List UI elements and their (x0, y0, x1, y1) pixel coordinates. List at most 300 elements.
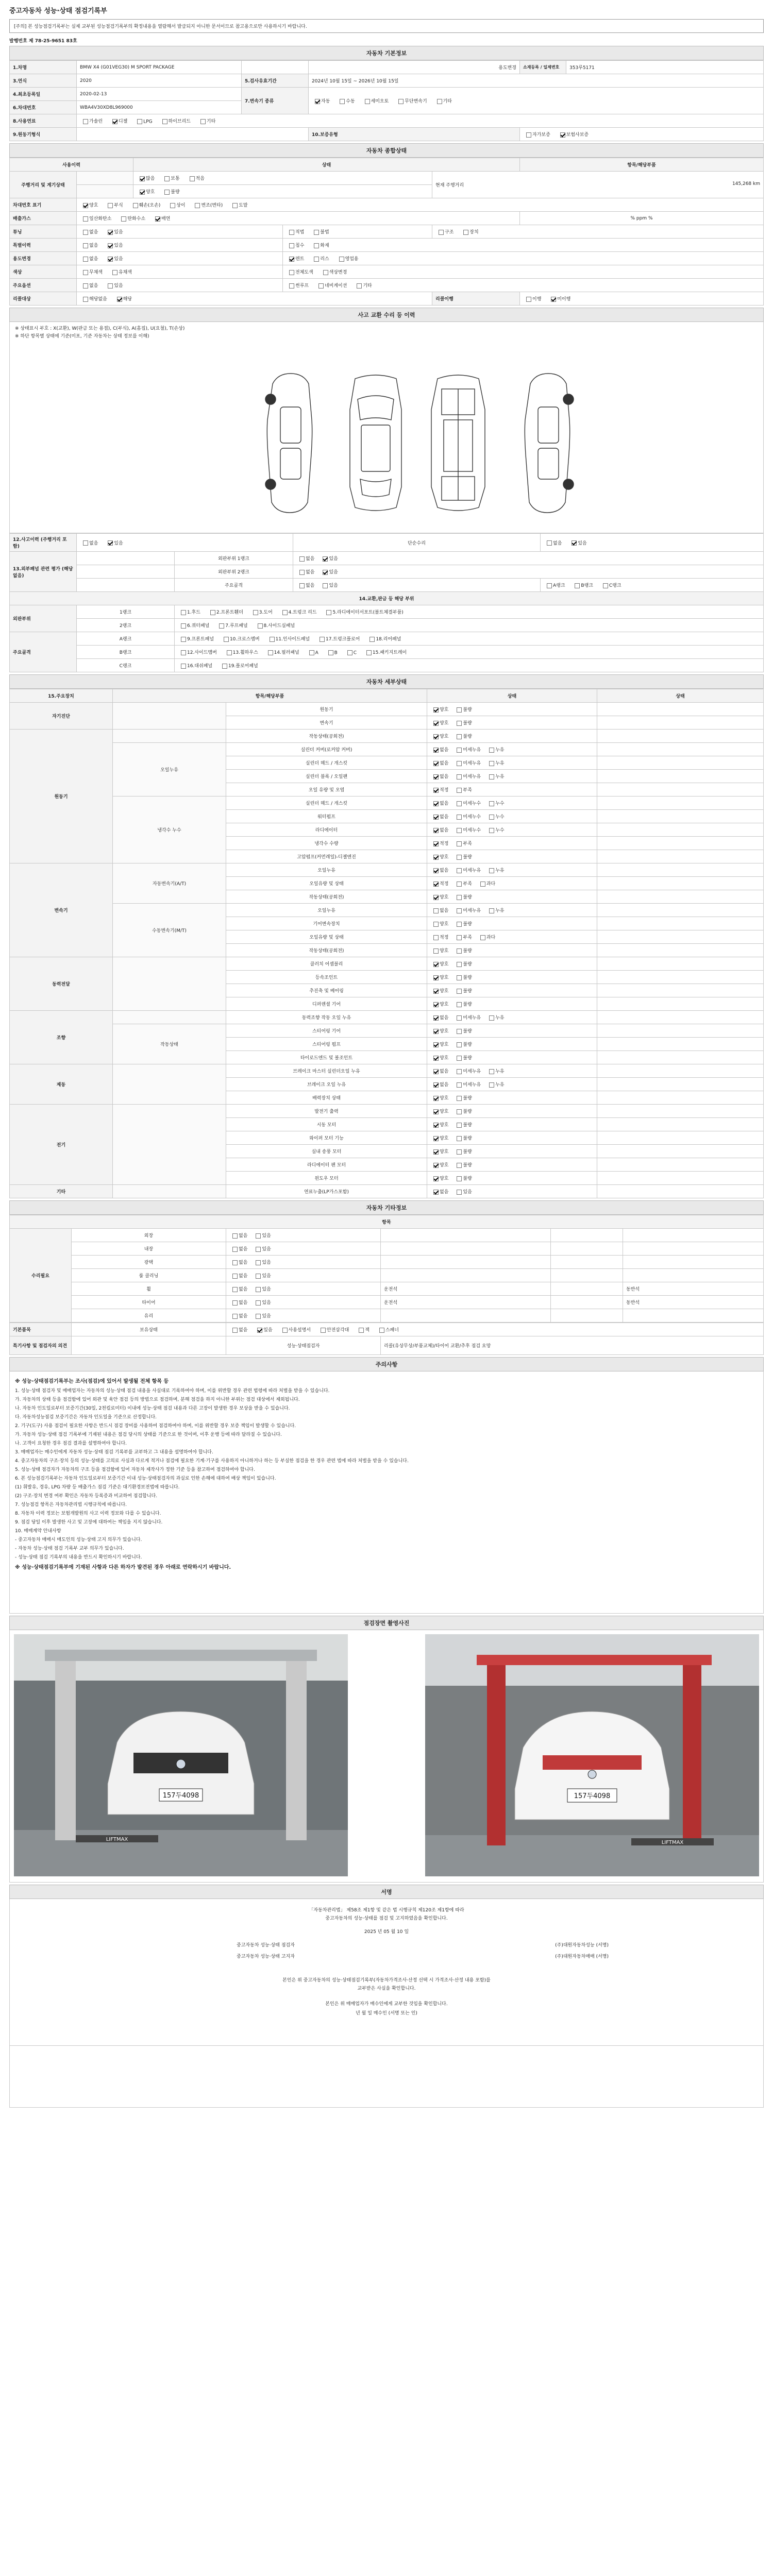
checkbox-icon[interactable] (457, 1096, 462, 1101)
detail-state-options: 양호 불량 (427, 1118, 597, 1131)
checkbox-icon[interactable] (256, 1300, 261, 1306)
table-row (10, 796, 764, 810)
checkbox-icon[interactable] (232, 1328, 238, 1333)
detail-state-options: 양호 불량 (427, 957, 597, 971)
emission-units: % ppm % (520, 212, 764, 225)
detail-subgroup-label (113, 1105, 226, 1185)
detail-group-label: 동력전달 (10, 957, 113, 1011)
checkbox-icon[interactable] (289, 257, 294, 262)
checkbox-icon[interactable] (155, 216, 160, 222)
checkbox-icon[interactable] (547, 540, 552, 546)
checkbox-icon[interactable] (121, 216, 126, 222)
fuel-options (77, 114, 764, 128)
label-reg: 소재등록 / 일제변호 (520, 61, 566, 74)
checkbox-icon[interactable] (83, 203, 88, 208)
detail-state-options: 없음 미세누유 누유 (427, 1064, 597, 1078)
license-plate-text: 157두4098 (574, 1792, 611, 1800)
checkbox-icon[interactable] (437, 99, 442, 104)
detail-state-options: 양호 불량 (427, 1024, 597, 1038)
checkbox-icon[interactable] (433, 1123, 439, 1128)
checkbox-icon[interactable] (181, 664, 186, 669)
detail-item-label: 실린더 헤드 / 개스킷 (226, 796, 427, 810)
checkbox-icon[interactable] (560, 132, 565, 138)
checkbox-icon[interactable] (433, 922, 439, 927)
checkbox-icon[interactable] (323, 270, 328, 275)
checkbox-icon[interactable] (289, 283, 294, 289)
label-year: 3.연식 (10, 74, 77, 88)
table-row (10, 1105, 764, 1118)
checkbox-icon[interactable] (433, 1190, 439, 1195)
detail-item-label: 원동기 (226, 703, 427, 716)
detail-subgroup-label: 작동상태 (113, 1024, 226, 1064)
detail-state-options: 양호 불량 (427, 1051, 597, 1064)
detail-subgroup-label (113, 1064, 226, 1105)
checkbox-icon[interactable] (108, 243, 113, 248)
checkbox-icon[interactable] (339, 257, 344, 262)
checkbox-icon[interactable] (489, 815, 494, 820)
value-car-name: BMW X4 (G01VEG30) M SPORT PACKAGE (77, 61, 242, 74)
checkbox-icon[interactable] (433, 1109, 439, 1114)
section-sign-title: 서명 (9, 1885, 764, 1899)
checkbox-icon[interactable] (108, 203, 113, 208)
checkbox-icon[interactable] (489, 761, 494, 766)
checkbox-icon[interactable] (253, 610, 258, 615)
checkbox-icon[interactable] (457, 707, 462, 713)
detail-subgroup-label (113, 730, 226, 743)
checkbox-icon[interactable] (433, 1136, 439, 1141)
detail-item-label: 라디에이터 (226, 823, 427, 837)
table-row: 광택 없음 있음 (10, 1256, 764, 1269)
checkbox-icon[interactable] (457, 1029, 462, 1034)
detail-state-options: 적정 부족 과다 (427, 877, 597, 890)
checkbox-icon[interactable] (83, 230, 88, 235)
checkbox-icon[interactable] (340, 99, 345, 104)
checkbox-icon[interactable] (289, 230, 294, 235)
checkbox-icon[interactable] (366, 650, 372, 655)
checkbox-icon[interactable] (489, 828, 494, 833)
checkbox-icon[interactable] (457, 908, 462, 913)
checkbox-icon[interactable] (282, 1328, 288, 1333)
checkbox-icon[interactable] (162, 119, 167, 124)
checkbox-icon[interactable] (433, 1029, 439, 1034)
section-status-title: 자동차 종합상태 (9, 143, 764, 158)
note-line: (2) 구조·장치 변경 여부 확인은 자동차 등록증과 비교하여 점검합니다. (15, 1494, 158, 1499)
detail-subgroup-label: 냉각수 누수 (113, 796, 226, 863)
detail-subgroup-label: 수동변속기(M/T) (113, 904, 226, 957)
checkbox-icon[interactable] (603, 583, 608, 588)
detail-item-label: 클러치 어셈블리 (226, 957, 427, 971)
inspection-photo-rear (425, 1634, 759, 1876)
checkbox-icon[interactable] (232, 1287, 238, 1292)
detail-item-label: 윈도우 모터 (226, 1172, 427, 1185)
checkbox-icon[interactable] (232, 1247, 238, 1252)
checkbox-icon[interactable] (480, 882, 485, 887)
checkbox-icon[interactable] (232, 203, 238, 208)
checkbox-icon[interactable] (433, 908, 439, 913)
label-vin: 6.차대번호 (10, 101, 77, 114)
checkbox-icon[interactable] (433, 841, 439, 846)
checkbox-icon[interactable] (457, 734, 462, 739)
checkbox-icon[interactable] (83, 119, 88, 124)
checkbox-icon[interactable] (439, 230, 444, 235)
checkbox-icon[interactable] (256, 1274, 261, 1279)
checkbox-icon[interactable] (323, 570, 328, 575)
option-label: 디젤 (118, 119, 128, 124)
detail-state-options: 없음 미세누유 누유 (427, 1078, 597, 1091)
checkbox-icon[interactable] (457, 1149, 462, 1155)
checkbox-icon[interactable] (489, 868, 494, 873)
checkbox-icon[interactable] (83, 270, 88, 275)
checkbox-icon[interactable] (457, 774, 462, 779)
note-line: 나. 자동차 인도일로부터 보증기간(30일, 2천킬로미터) 이내에 성능·상태 점검 내용과 다른 고장이 발생한 경우 보상을 받을 수 있습니다. (15, 1406, 290, 1411)
checkbox-icon[interactable] (164, 190, 170, 195)
detail-state-options: 양호 불량 (427, 716, 597, 730)
checkbox-icon[interactable] (181, 637, 186, 642)
checkbox-icon[interactable] (457, 1190, 462, 1195)
label-use-change: 용도변경 (10, 252, 77, 265)
checkbox-icon[interactable] (365, 99, 370, 104)
checkbox-icon[interactable] (195, 203, 200, 208)
checkbox-icon[interactable] (268, 650, 273, 655)
checkbox-icon[interactable] (489, 1082, 494, 1088)
checkbox-icon[interactable] (315, 99, 320, 104)
detail-item-label: 브레이크 오일 누유 (226, 1078, 427, 1091)
checkbox-icon[interactable] (232, 1314, 238, 1319)
note-line: 4. 중고자동차의 구조·장치 등의 성능·상태를 고의로 사실과 다르게 적거나 점검에 필요한 기계·기구를 사용하지 아니하거나 하는 등 부실한 점검을 한 경우 관련 법에 따라 처벌을 받을 수 있습니다. (15, 1459, 409, 1464)
parts-title: 14.교환,판금 등 해당 부위 (10, 592, 764, 605)
section-basic-title: 자동차 기본정보 (9, 46, 764, 60)
checkbox-icon[interactable] (83, 540, 88, 546)
emission-options: 일산화탄소 탄화수소 매연 (77, 212, 520, 225)
inspection-photos (9, 1630, 764, 1883)
checkbox-icon[interactable] (433, 855, 439, 860)
checkbox-icon[interactable] (433, 707, 439, 713)
value-reg-no: 353루5171 (566, 61, 764, 74)
detail-state-options: 양호 불량 (427, 850, 597, 863)
checkbox-icon[interactable] (489, 1015, 494, 1021)
checkbox-icon[interactable] (320, 637, 325, 642)
checkbox-icon[interactable] (457, 828, 462, 833)
label-options: 주요옵션 (10, 279, 77, 292)
checkbox-icon[interactable] (200, 119, 206, 124)
note-line: 5. 성능·상태 점검자가 자동차의 구조 등을 점검함에 있어 자동차 제작사가 정한 기준 등을 참고하여 점검하여야 합니다. (15, 1467, 255, 1472)
note-line: - 중고자동차 매매시 매도인의 성능·상태 고지 의무가 있습니다. (15, 1537, 142, 1543)
checkbox-icon[interactable] (457, 761, 462, 766)
checkbox-icon[interactable] (108, 257, 113, 262)
status-head-state: 상태 (133, 158, 520, 172)
checkbox-icon[interactable] (433, 1149, 439, 1155)
checkbox-icon[interactable] (526, 132, 531, 138)
checkbox-icon[interactable] (457, 1176, 462, 1181)
checkbox-icon[interactable] (433, 721, 439, 726)
checkbox-icon[interactable] (433, 828, 439, 833)
checkbox-icon[interactable] (232, 1274, 238, 1279)
checkbox-icon[interactable] (457, 922, 462, 927)
detail-item-label: 오일유량 및 상태 (226, 930, 427, 944)
option-label: LPG (143, 119, 153, 124)
gauge-state-options: 양호 불량 (133, 185, 432, 198)
detail-item-label: 동력조향 작동 오일 누유 (226, 1011, 427, 1024)
checkbox-icon[interactable] (489, 908, 494, 913)
detail-item-label: 실린더 헤드 / 개스킷 (226, 756, 427, 770)
checkbox-icon[interactable] (282, 610, 288, 615)
detail-item-label: 워터펌프 (226, 810, 427, 823)
checkbox-icon[interactable] (140, 190, 145, 195)
checkbox-icon[interactable] (575, 583, 580, 588)
table-row (10, 1024, 764, 1038)
checkbox-icon[interactable] (219, 623, 224, 629)
status-head-parts: 항목/해당부품 (520, 158, 764, 172)
label-tuning: 튜닝 (10, 225, 77, 239)
checkbox-icon[interactable] (133, 203, 138, 208)
checkbox-icon[interactable] (457, 935, 462, 940)
checkbox-icon[interactable] (433, 1176, 439, 1181)
checkbox-icon[interactable] (457, 721, 462, 726)
checkbox-icon[interactable] (457, 815, 462, 820)
detail-group-label: 전기 (10, 1105, 113, 1185)
detail-table: 15.주요장치 항목/해당부품 상태 상태 자기진단 원동기 양호 불량 변속기 양호 불량 원동기 작동상태(공회전) 양호 불량 오일누유 실린더 커버(로커암 커버) 없음 미세누유 누유 실린더 헤드 / 개스킷 없음 미세누유 누유 실린더 블록 / 오일팬 없음 미세누유 누유 오일 유량 및 오염 적정 부족 냉각수 누수 실린더 헤드 / 개스킷 없음 미세누수 누수 워터펌프 없음 미세누수 누수 라디에이터 없음 미세누수 누수 냉각수 수량 적정 부족 고압펌프(커먼레일)-디젤엔진 양호 불량 변속기 자동변속기(A/T) 오일누유 없음 미세누유 누유 오일유량 및 상태 적정 부족 과다 작동상태(공회전) 양호 불량 수동변속기(M/T) 오일누유 없음 미세누유 누유 기어변속장치 양호 불량 오일유량 및 상태 적정 부족 과다 작동상태(공회전) 양호 불량 동력전달 클러치 어셈블리 양호 불량 등속조인트 양호 불량 추진축 및 베어링 양호 불량 디퍼렌셜 기어 양호 불량 조향 동력조향 작동 오일 누유 없음 미세누유 누유 작동상태 스티어링 기어 양호 불량 스티어링 펌프 양호 불량 타이로드엔드 및 볼조인트 양호 불량 제동 브레이크 마스터 실린더오일 누유 없음 미세누유 누유 브레이크 오일 누유 없음 미세누유 누유 배력장치 상태 양호 불량 전기 발전기 출력 양호 불량 시동 모터 양호 불량 와이퍼 모터 기능 양호 불량 실내 송풍 모터 양호 불량 라디에이터 팬 모터 양호 불량 윈도우 모터 양호 불량 기타 연료누출(LP가스포함) 없음 있음 (9, 689, 764, 1198)
checkbox-icon[interactable] (314, 230, 319, 235)
checkbox-icon[interactable] (256, 1247, 261, 1252)
checkbox-icon[interactable] (232, 1233, 238, 1239)
checkbox-icon[interactable] (433, 935, 439, 940)
checkbox-icon[interactable] (181, 610, 186, 615)
checkbox-icon[interactable] (433, 774, 439, 779)
checkbox-icon[interactable] (433, 1042, 439, 1047)
checkbox-icon[interactable] (318, 283, 324, 289)
label-panel-eval: 13.외부패널 관련 평가 (해당없음) (10, 552, 77, 592)
label-transmission: 7.변속기 종류 (242, 88, 309, 114)
checkbox-icon[interactable] (270, 637, 275, 642)
checkbox-icon[interactable] (457, 962, 462, 967)
checkbox-icon[interactable] (457, 1069, 462, 1074)
checkbox-icon[interactable] (83, 297, 88, 302)
detail-state-options: 적정 부족 (427, 837, 597, 850)
checkbox-icon[interactable] (457, 788, 462, 793)
detail-item-label: 브레이크 마스터 실린더오일 누유 (226, 1064, 427, 1078)
note-line: 2. 기구(도구) 사용 점검이 필요한 사항은 반드시 점검 장비를 사용하여 점검하여야 하며, 이를 위반할 경우 보증 책임이 발생할 수 있습니다. (15, 1423, 296, 1429)
checkbox-icon[interactable] (257, 1328, 262, 1333)
car-diagram-icon (252, 368, 582, 518)
checkbox-icon[interactable] (457, 1056, 462, 1061)
checkbox-icon[interactable] (433, 815, 439, 820)
detail-subgroup-label (113, 1185, 226, 1198)
detail-state-options: 없음 미세누유 누유 (427, 904, 597, 917)
detail-group-label: 원동기 (10, 730, 113, 863)
checkbox-icon[interactable] (256, 1314, 261, 1319)
checkbox-icon[interactable] (433, 975, 439, 980)
checkbox-icon[interactable] (299, 583, 305, 588)
checkbox-icon[interactable] (83, 216, 88, 222)
checkbox-icon[interactable] (433, 1015, 439, 1021)
label-car-name: 1.차명 (10, 61, 77, 74)
checkbox-icon[interactable] (326, 610, 331, 615)
checkbox-icon[interactable] (433, 1163, 439, 1168)
checkbox-icon[interactable] (457, 868, 462, 873)
checkbox-icon[interactable] (369, 637, 375, 642)
checkbox-icon[interactable] (140, 176, 145, 181)
checkbox-icon[interactable] (258, 623, 263, 629)
checkbox-icon[interactable] (457, 1163, 462, 1168)
checkbox-icon[interactable] (457, 855, 462, 860)
checkbox-icon[interactable] (547, 583, 552, 588)
note-line: 가. 자동차 성능·상태 점검 기록부에 기재된 내용은 점검 당시의 상태를 기준으로 한 것이며, 이후 운행 등에 따라 달라질 수 있습니다. (15, 1432, 282, 1437)
checkbox-icon[interactable] (323, 556, 328, 562)
detail-item-label: 디퍼렌셜 기어 (226, 997, 427, 1011)
checkbox-icon[interactable] (108, 283, 113, 289)
checkbox-icon[interactable] (433, 748, 439, 753)
note-line: 1. 성능·상태 점검자 및 매매업자는 자동차의 성능·상태 점검 내용을 사실대로 기록하여야 하며, 이를 위반할 경우 관련 법령에 따라 처벌을 받을 수 있습니다. (15, 1388, 330, 1394)
checkbox-icon[interactable] (433, 1082, 439, 1088)
checkbox-icon[interactable] (433, 734, 439, 739)
checkbox-icon[interactable] (314, 243, 319, 248)
checkbox-icon[interactable] (433, 948, 439, 954)
basic-info-table (9, 60, 764, 141)
checkbox-icon[interactable] (433, 1096, 439, 1101)
checkbox-icon[interactable] (433, 1002, 439, 1007)
checkbox-icon[interactable] (457, 1109, 462, 1114)
note-line: 3. 매매업자는 매수인에게 자동차 성능·상태 점검 기록부를 교부하고 그 내용을 설명하여야 합니다. (15, 1450, 213, 1455)
checkbox-icon[interactable] (222, 664, 227, 669)
detail-item-label: 추진축 및 베어링 (226, 984, 427, 997)
checkbox-icon[interactable] (256, 1260, 261, 1265)
checkbox-icon[interactable] (457, 1015, 462, 1021)
checkbox-icon[interactable] (526, 297, 531, 302)
section-detail-title: 자동차 세부상태 (9, 674, 764, 689)
checkbox-icon[interactable] (83, 243, 88, 248)
checkbox-icon[interactable] (232, 1260, 238, 1265)
table-row (10, 743, 764, 756)
label-simple-repair: 단순수리 (293, 534, 541, 552)
detail-state-options: 없음 미세누유 누유 (427, 1011, 597, 1024)
checkbox-icon[interactable] (309, 650, 314, 655)
label-first-reg: 4.최초등록일 (10, 88, 77, 101)
detail-state-options: 양호 불량 (427, 1158, 597, 1172)
checkbox-icon[interactable] (137, 119, 142, 124)
detail-state-options: 없음 미세누유 누유 (427, 770, 597, 783)
checkbox-icon[interactable] (347, 650, 352, 655)
checkbox-icon[interactable] (433, 801, 439, 806)
detail-state-options: 양호 불량 (427, 890, 597, 904)
detail-item-label: 실린더 블록 / 오일팬 (226, 770, 427, 783)
checkbox-icon[interactable] (117, 297, 122, 302)
checkbox-icon[interactable] (433, 895, 439, 900)
detail-group-label: 조향 (10, 1011, 113, 1064)
checkbox-icon[interactable] (433, 788, 439, 793)
checkbox-icon[interactable] (328, 650, 333, 655)
option-label: 자가보증 (532, 132, 550, 138)
label-color: 색상 (10, 265, 77, 279)
detail-subgroup-label: 오일누유 (113, 743, 226, 796)
checkbox-icon[interactable] (164, 176, 170, 181)
detail-state-options: 양호 불량 (427, 703, 597, 716)
checkbox-icon[interactable] (170, 203, 175, 208)
checkbox-icon[interactable] (289, 243, 294, 248)
detail-item-label: 스티어링 펌프 (226, 1038, 427, 1051)
checkbox-icon[interactable] (108, 540, 113, 546)
checkbox-icon[interactable] (457, 1082, 462, 1088)
checkbox-icon[interactable] (457, 1123, 462, 1128)
checkbox-icon[interactable] (457, 1002, 462, 1007)
checkbox-icon[interactable] (457, 948, 462, 954)
checkbox-icon[interactable] (83, 257, 88, 262)
checkbox-icon[interactable] (572, 540, 577, 546)
checkbox-icon[interactable] (256, 1287, 261, 1292)
checkbox-icon[interactable] (457, 748, 462, 753)
detail-group-label: 기타 (10, 1185, 113, 1198)
checkbox-icon[interactable] (232, 1300, 238, 1306)
checkbox-icon[interactable] (551, 297, 556, 302)
checkbox-icon[interactable] (379, 1328, 384, 1333)
checkbox-icon[interactable] (457, 989, 462, 994)
checkbox-icon[interactable] (480, 935, 485, 940)
checkbox-icon[interactable] (457, 1136, 462, 1141)
checkbox-icon[interactable] (181, 623, 186, 629)
checkbox-icon[interactable] (489, 774, 494, 779)
checkbox-icon[interactable] (227, 650, 232, 655)
checkbox-icon[interactable] (433, 962, 439, 967)
checkbox-icon[interactable] (359, 1328, 364, 1333)
checkbox-icon[interactable] (457, 882, 462, 887)
checkbox-icon[interactable] (489, 1069, 494, 1074)
checkbox-icon[interactable] (299, 570, 305, 575)
section-other-title: 자동차 기타정보 (9, 1200, 764, 1215)
checkbox-icon[interactable] (190, 176, 195, 181)
checkbox-icon[interactable] (457, 975, 462, 980)
checkbox-icon[interactable] (463, 230, 468, 235)
checkbox-icon[interactable] (433, 882, 439, 887)
detail-item-label: 작동상태(공회전) (226, 944, 427, 957)
checkbox-icon[interactable] (108, 230, 113, 235)
checkbox-icon[interactable] (457, 895, 462, 900)
checkbox-icon[interactable] (357, 283, 362, 289)
checkbox-icon[interactable] (181, 650, 186, 655)
checkbox-icon[interactable] (210, 610, 215, 615)
table-row (10, 1011, 764, 1024)
label-mileage: 주행거리 및 계기상태 (10, 172, 77, 198)
checkbox-icon[interactable] (398, 99, 404, 104)
checkbox-icon[interactable] (323, 583, 328, 588)
checkbox-icon[interactable] (112, 270, 117, 275)
other-extra-table: 기본품목 보유상태 없음 있음 사용설명서 안전삼각대 잭 스패너 특기사항 및 점검자의 의견 성능·상태점검자 리콜(유상무상/부품교체)/타이어 교환/추후 점검 요망 (9, 1323, 764, 1355)
checkbox-icon[interactable] (256, 1233, 261, 1239)
checkbox-icon[interactable] (433, 1069, 439, 1074)
checkbox-icon[interactable] (457, 801, 462, 806)
checkbox-icon[interactable] (457, 1042, 462, 1047)
label-use-change: 용도변경 (309, 61, 520, 74)
checkbox-icon[interactable] (489, 748, 494, 753)
checkbox-icon[interactable] (289, 270, 294, 275)
table-row (10, 730, 764, 743)
checkbox-icon[interactable] (224, 637, 229, 642)
detail-subgroup-label (113, 703, 226, 730)
checkbox-icon[interactable] (457, 841, 462, 846)
checkbox-icon[interactable] (314, 257, 319, 262)
checkbox-icon[interactable] (433, 761, 439, 766)
checkbox-icon[interactable] (433, 1056, 439, 1061)
label-inspection-period: 5.검사유효기간 (242, 74, 309, 88)
checkbox-icon[interactable] (433, 868, 439, 873)
checkbox-icon[interactable] (83, 283, 88, 289)
status-table: 사용이력 상태 항목/해당부품 주행거리 및 계기상태 많음 보통 적음 현재 주행거리 145,268 km 양호 불량 차대번호 표기 양호 부식 훼손(오손) 상이 변조(변타) 도말 배출가스 일산화탄소 탄화수소 매연 % ppm % 튜닝 없음 있음 적법 불법 구조 장치 특별이력 없음 있음 침수 화재 용도변경 없음 있음 렌트 리스 영업용 색상 무채색 유채색 전체도색 색상변경 주요옵션 없음 있음 썬루프 네비게이션 기타 리콜대상 해당없음 해당 리콜이행 이행 미이행 (9, 158, 764, 306)
checkbox-icon[interactable] (299, 556, 305, 562)
checkbox-icon[interactable] (112, 119, 117, 124)
checkbox-icon[interactable] (489, 801, 494, 806)
detail-state-options: 양호 불량 (427, 730, 597, 743)
checkbox-icon[interactable] (321, 1328, 326, 1333)
label-vin-mark: 차대번호 표기 (10, 198, 77, 212)
checkbox-icon[interactable] (433, 989, 439, 994)
